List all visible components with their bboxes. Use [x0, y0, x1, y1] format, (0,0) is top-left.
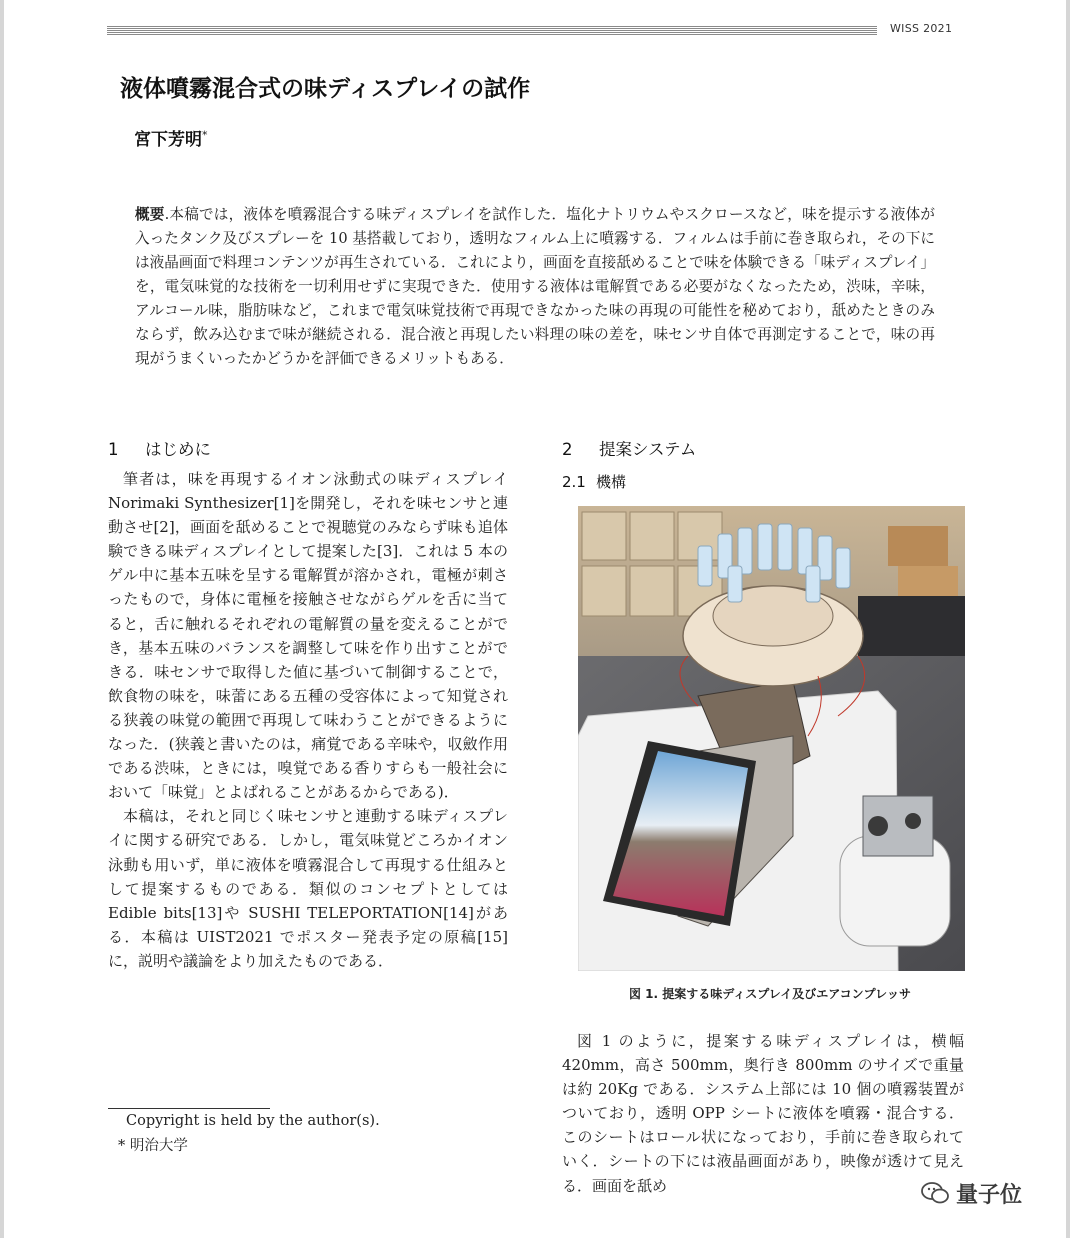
figure-photo-taste-display [578, 506, 965, 971]
section1-paragraph-2: 本稿は，それと同じく味センサと連動する味ディスプレイに関する研究である．しかし，電気味覚どころかイオン泳動も用いず，単に液体を噴霧混合して再現する仕組みとして提案するものである．類似のコンセプトとしては Edible bits[13]や SUSHI TELEPORTATION[14]がある．本稿は UIST2021 でポスター発表予定の原稿[15]に，説明や議論をより加えたものである． [108, 807, 508, 970]
figure-illustration [578, 506, 965, 971]
figure-caption: 図 1. 提案する味ディスプレイ及びエアコンプレッサ [628, 987, 912, 1001]
author-mark: * [202, 128, 208, 142]
section2-title: 提案システム [599, 440, 697, 459]
section2-paragraph-1: 図 1 のように，提案する味ディスプレイは，横幅 420mm，高さ 500mm，奥行き 800mm のサイズで重量は約 20Kg である．システム上部には 10 個の噴霧装置がついており，透明 OPP シートに液体を噴霧・混合する．このシートはロール状になっており，手前に巻き取られていく．シートの下には液晶画面があり，映像が透けて見える．画面を舐め [562, 1032, 964, 1195]
subsection-number: 2.1 [562, 473, 586, 491]
section2-number: 2 [562, 440, 573, 459]
watermark [920, 1176, 1040, 1210]
section2-heading [562, 436, 696, 460]
section2-body [562, 1029, 964, 1198]
abstract-label: 概要 [135, 206, 165, 223]
section1-number: 1 [108, 440, 119, 459]
footnote-affiliation-text: 明治大学 [129, 1138, 188, 1154]
viewer-frame-right [1066, 0, 1070, 1238]
abstract [135, 203, 935, 371]
subsection-title: 機構 [596, 473, 627, 491]
venue-label: WISS 2021 [890, 22, 953, 35]
watermark-text: 量子位 [956, 1182, 1023, 1208]
section1-body [108, 467, 508, 973]
wechat-icon [920, 1180, 950, 1206]
author-line [134, 125, 208, 150]
subsection-heading [562, 471, 626, 492]
footnote-affiliation [118, 1134, 188, 1155]
section1-paragraph-1: 筆者は，味を再現するイオン泳動式の味ディスプレイ Norimaki Synthesizer[1]を開発し，それを味センサと連動させ[2]，画面を舐めることで視聴覚のみならず味も追体験できる味ディスプレイとして提案した[3]．これは 5 本のゲル中に基本五味を呈する電解質が溶かされ，電極が刺さったもので，身体に電極を接触させながらゲルを舌に当てると，舌に触れるそれぞれの電解質の量を変えることができ，基本五味のバランスを調整して味を作り出すことができる．味センサで取得した値に基づいて制御することで，飲食物の味を，味蕾にある五種の受容体によって知覚される狭義の味覚の範囲で再現して味わうことができるようになった．(狭義と書いたのは，痛覚である辛味や，収斂作用である渋味，ときには，嗅覚である香りすらも一般社会において「味覚」とよばれることがあるからである)． [108, 470, 508, 802]
section1-heading [108, 436, 211, 460]
footnote-mark: * [118, 1138, 126, 1154]
footnote-copyright: Copyright is held by the author(s). [126, 1113, 380, 1129]
section1-title: はじめに [145, 440, 211, 459]
abstract-text: .本稿では，液体を噴霧混合する味ディスプレイを試作した．塩化ナトリウムやスクロースなど，味を提示する液体が入ったタンク及びスプレーを 10 基搭載しており，透明なフィルム上に噴霧する．フィルムは手前に巻き取られ，その下には液晶画面で料理コンテンツが再生されている．これにより，画面を直接舐めることで味を体験できる「味ディスプレイ」を，電気味覚的な技術を一切利用せずに実現できた．使用する液体は電解質である必要がなくなったため，渋味，辛味，アルコール味，脂肪味など，これまで電気味覚技術で再現できなかった味の再現の可能性を秘めており，舐めたときのみならず，飲み込むまで味が継続される．混合液と再現したい料理の味の差を，味センサ自体で再測定することで，味の再現がうまくいったかどうかを評価できるメリットもある． [135, 206, 935, 367]
author-name: 宮下芳明 [134, 130, 202, 150]
footnote-rule [108, 1108, 270, 1109]
header-rule [107, 26, 877, 35]
paper-title: 液体噴霧混合式の味ディスプレイの試作 [120, 76, 531, 102]
viewer-frame-left [0, 0, 4, 1238]
